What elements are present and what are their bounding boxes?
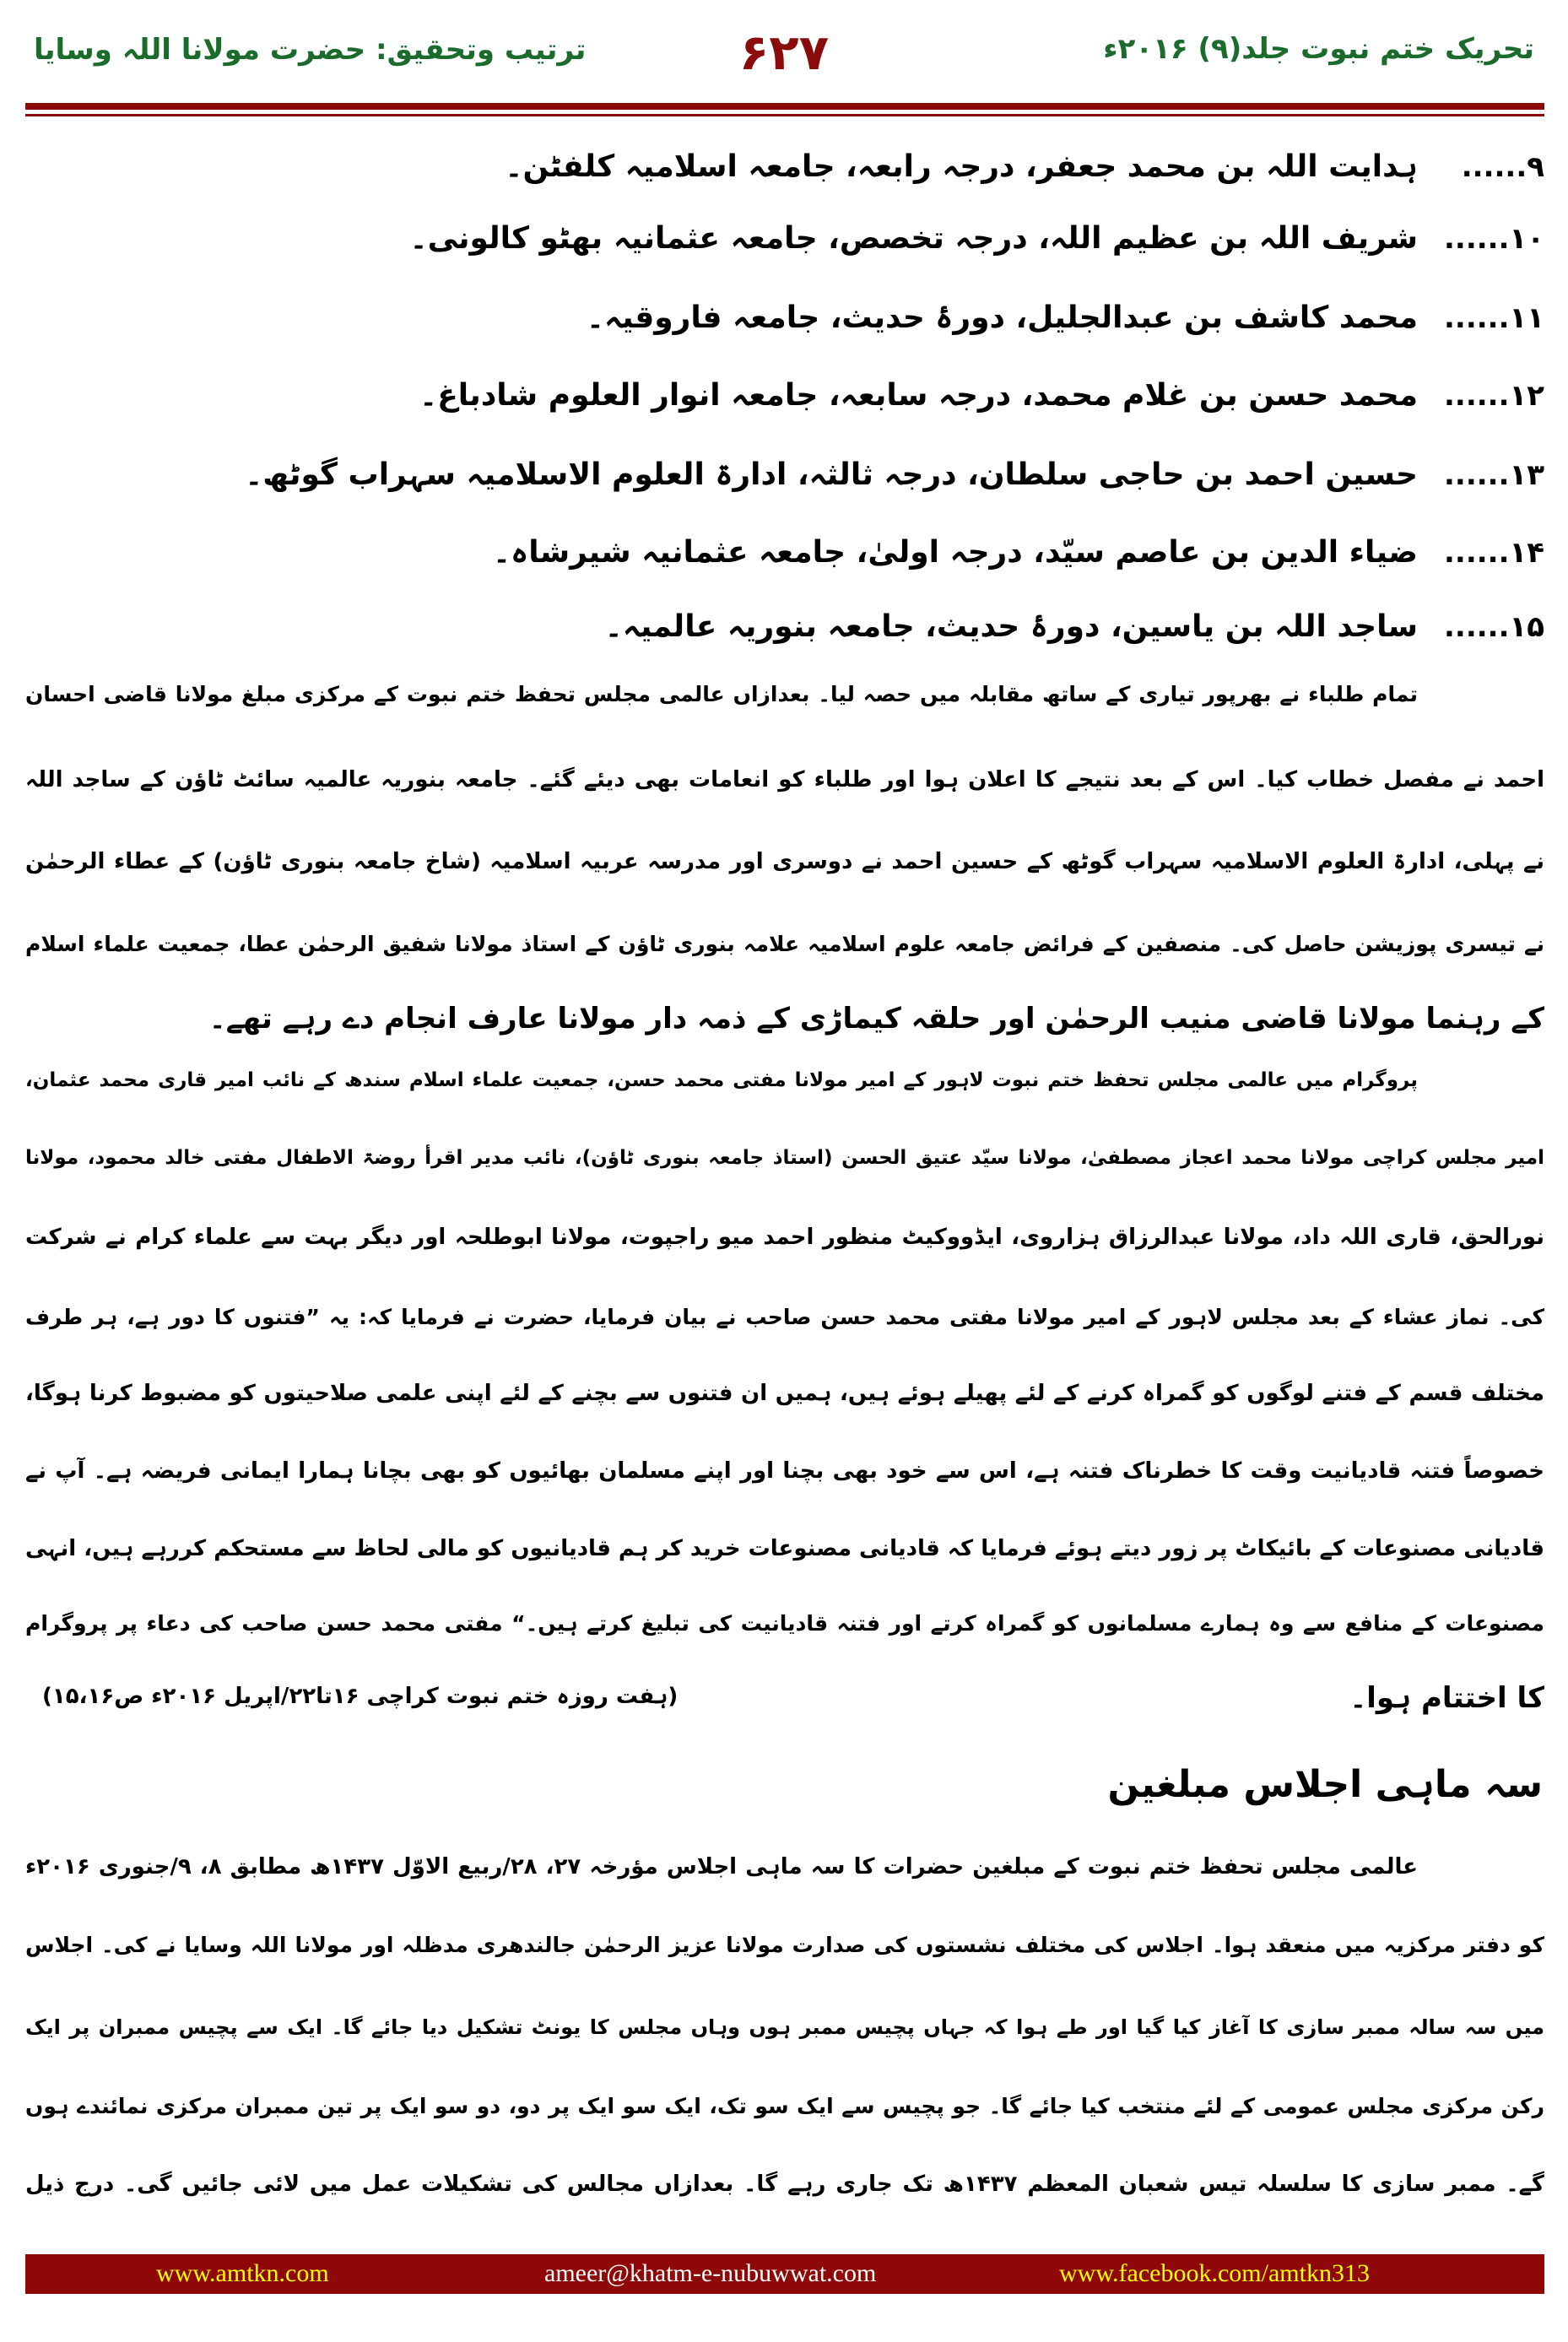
paragraph-line: کا اختتام ہوا۔ [1349,1681,1544,1715]
paragraph-line: مصنوعات کے منافع سے وہ ہمارے مسلمانوں کو گمراہ کرتے اور فتنہ قادیانیت کی تبلیغ کرتے ہیں۔“ مفتی محمد حسن صاحب کی دعاء پر پروگرام [25,1611,1544,1636]
paragraph-line: تمام طلباء نے بھرپور تیاری کے ساتھ مقابلہ میں حصہ لیا۔ بعدازاں عالمی مجلس تحفظ ختم نبوت کے مرکزی مبلغ مولانا قاضی احسان [25,682,1418,706]
footer-bar [25,2254,1544,2294]
list-item: ہدایت اللہ بن محمد جعفر، درجہ رابعہ، جامعہ اسلامیہ کلفٹن۔ [505,149,1418,184]
list-item-number: ۹...... [1461,150,1544,184]
list-item: ساجد اللہ بن یاسین، دورۂ حدیث، جامعہ بنوریہ عالمیہ۔ [604,609,1418,644]
section-heading: سہ ماہی اجلاس مبلغین [1107,1763,1543,1806]
paragraph-line: میں سہ سالہ ممبر سازی کا آغاز کیا گیا اور طے ہوا کہ جہاں پچیس ممبر ہوں وہاں مجلس کا یونٹ تشکیل دیا جائے گا۔ ایک سے پچیس ممبران پر ایک [25,2015,1544,2039]
source-citation: (ہفت روزہ ختم نبوت کراچی ۱۶تا۲۲/اپریل ۲۰۱۶ء ص۱۵،۱۶) [42,1684,679,1709]
list-item: ضیاء الدین بن عاصم سیّد، درجہ اولیٰ، جامعہ عثمانیہ شیرشاہ۔ [493,535,1418,570]
paragraph-line: رکن مرکزی مجلس عمومی کے لئے منتخب کیا جائے گا۔ جو پچیس سے ایک سو تک، ایک سو ایک پر دو، دو سو ایک پر تین ممبران مرکزی نمائندے ہوں [25,2094,1544,2118]
paragraph-line: کی۔ نماز عشاء کے بعد مجلس لاہور کے امیر مولانا مفتی محمد حسن صاحب نے بیان فرمایا، حضرت نے فرمایا کہ: یہ ”فتنوں کا دور ہے، ہر طرف [25,1305,1544,1329]
paragraph-line: نورالحق، قاری اللہ داد، مولانا عبدالرزاق ہزاروی، ایڈووکیٹ منظور احمد میو راجپوت، مولانا ابوطلحہ اور دیگر بہت سے علماء کرام نے شرکت [25,1225,1544,1250]
website-link[interactable]: www.amtkn.com [156,2259,329,2287]
list-item-number: ۱۲...... [1443,379,1544,413]
list-item: محمد کاشف بن عبدالجلیل، دورۂ حدیث، جامعہ فاروقیہ۔ [586,300,1418,335]
paragraph-line: نے پہلی، ادارۃ العلوم الاسلامیہ سہراب گوٹھ کے حسین احمد نے دوسری اور مدرسہ عربیہ اسلامیہ (شاخ جامعہ بنوری ٹاؤن) کے عطاء الرحمٰن [25,849,1544,874]
list-item-number: ۱۱...... [1443,301,1544,335]
paragraph-line: عالمی مجلس تحفظ ختم نبوت کے مبلغین حضرات کا سہ ماہی اجلاس مؤرخہ ۲۷، ۲۸/ربیع الاوّل ۱۴۳۷ھ مطابق ۸، ۹/جنوری ۲۰۱۶ء [25,1854,1419,1880]
list-item: حسین احمد بن حاجی سلطان، درجہ ثالثہ، ادارۃ العلوم الاسلامیہ سہراب گوٹھ۔ [245,457,1418,492]
paragraph-line: قادیانی مصنوعات کے بائیکاٹ پر زور دیتے ہوئے فرمایا کہ قادیانی مصنوعات خرید کر ہم قادیانیوں کو مالی لحاظ سے مستحکم کررہے ہیں، انہی [25,1536,1544,1561]
list-item: شریف اللہ بن عظیم اللہ، درجہ تخصص، جامعہ عثمانیہ بھٹو کالونی۔ [409,221,1418,256]
list-item: محمد حسن بن غلام محمد، درجہ سابعہ، جامعہ انوار العلوم شادباغ۔ [419,378,1418,413]
paragraph-line: نے تیسری پوزیشن حاصل کی۔ منصفین کے فرائض جامعہ علوم اسلامیہ علامہ بنوری ٹاؤن کے استاذ مولانا شفیق الرحمٰن عطا، جمعیت علماء اسلام [25,932,1544,956]
paragraph-line: کے رہنما مولانا قاضی منیب الرحمٰن اور حلقہ کیماڑی کے ذمہ دار مولانا عارف انجام دے رہے تھے۔ [208,1002,1544,1036]
paragraph-line: خصوصاً فتنہ قادیانیت وقت کا خطرناک فتنہ ہے، اس سے خود بھی بچنا اور اپنے مسلمان بھائیوں کو بھی بچانا ہمارا ایمانی فریضہ ہے۔ آپ نے [25,1458,1544,1484]
paragraph-line: کو دفتر مرکزیہ میں منعقد ہوا۔ اجلاس کی مختلف نشستوں کی صدارت مولانا عزیز الرحمٰن جالندھری مدظلہ اور مولانا اللہ وسایا نے کی۔ اجلاس [25,1933,1544,1957]
paragraph-line: احمد نے مفصل خطاب کیا۔ اس کے بعد نتیجے کا اعلان ہوا اور طلباء کو انعامات بھی دیئے گئے۔ جامعہ بنوریہ عالمیہ سائٹ ٹاؤن کے ساجد اللہ [25,767,1544,792]
list-item-number: ۱۴...... [1443,536,1544,570]
email-link[interactable]: ameer@khatm-e-nubuwwat.com [544,2259,877,2287]
paragraph-line: مختلف قسم کے فتنے لوگوں کو گمراہ کرنے کے لئے پھیلے ہوئے ہیں، ہمیں ان فتنوں سے بچنے کے لئے اپنی علمی صلاحیتوں کو مضبوط کرنا ہوگا، [25,1381,1544,1406]
header-divider [25,103,1544,110]
list-item-number: ۱۰...... [1443,222,1544,256]
book-title: تحریک ختم نبوت جلد(۹) ۲۰۱۶ء [1103,32,1534,66]
compiler-credit: ترتیب وتحقیق: حضرت مولانا اللہ وسایا [34,33,587,67]
list-item-number: ۱۳...... [1443,458,1544,492]
header-divider-thin [25,114,1544,116]
paragraph-line: گے۔ ممبر سازی کا سلسلہ تیس شعبان المعظم ۱۴۳۷ھ تک جاری رہے گا۔ بعدازاں مجالس کی تشکیلات عمل میں لائی جائیں گی۔ درج ذیل [25,2172,1544,2197]
page-number: ۶۲۷ [738,24,830,81]
paragraph-line: پروگرام میں عالمی مجلس تحفظ ختم نبوت لاہور کے امیر مولانا مفتی محمد حسن، جمعیت علماء اسلام سندھ کے نائب امیر قاری محمد عثمان، [25,1069,1418,1091]
paragraph-line: امیر مجلس کراچی مولانا محمد اعجاز مصطفیٰ، مولانا سیّد عتیق الحسن (استاذ جامعہ بنوری ٹاؤن)، نائب مدیر اقرأ روضۃ الاطفال مفتی خالد محمود، مولانا [25,1147,1544,1169]
list-item-number: ۱۵...... [1443,610,1544,644]
facebook-link[interactable]: www.facebook.com/amtkn313 [1059,2259,1370,2287]
